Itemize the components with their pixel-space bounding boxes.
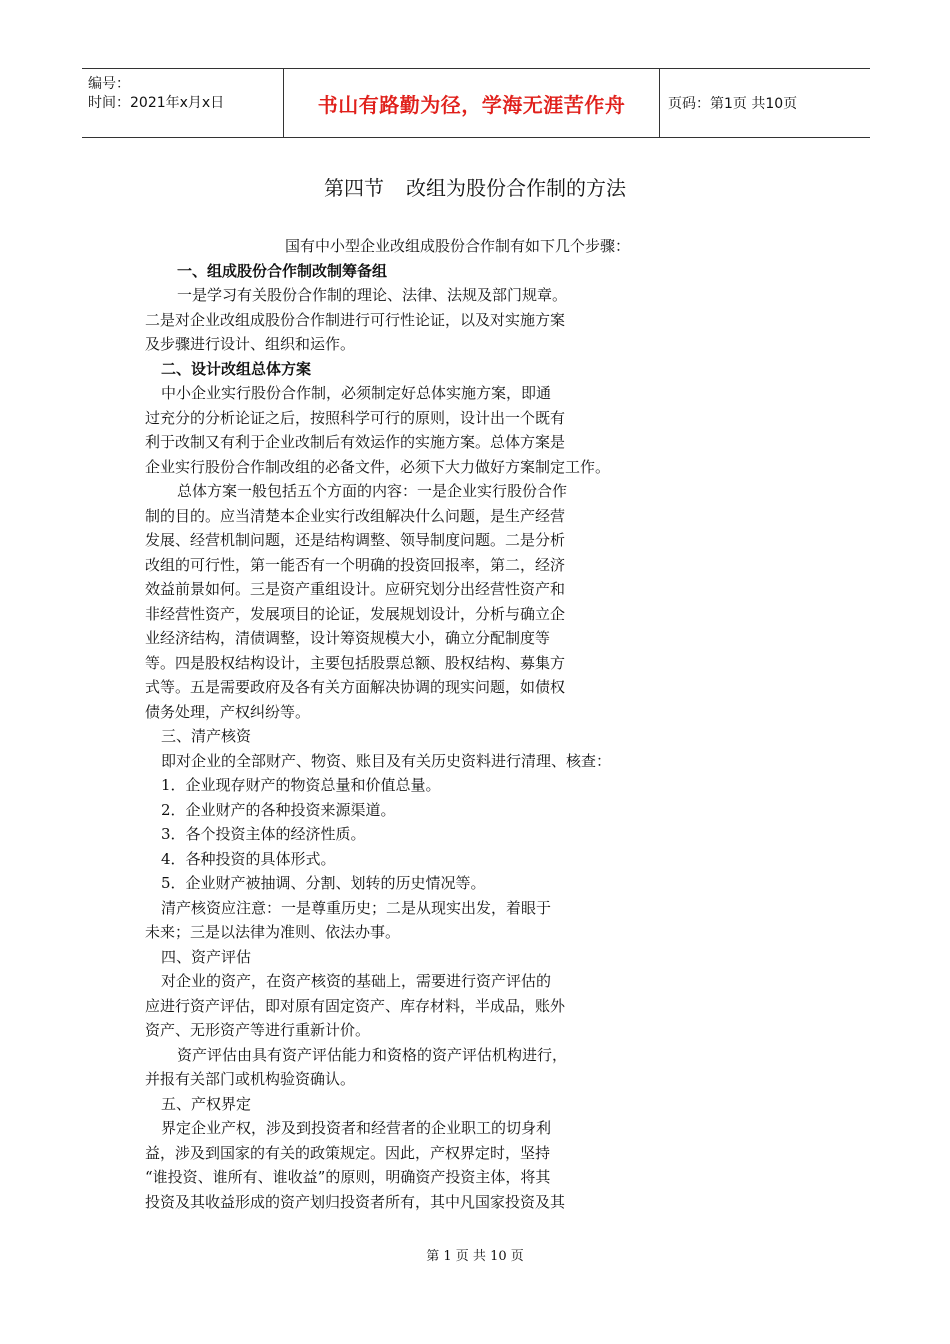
body-text-line: 企业实行股份合作制改组的必备文件，必须下大力做好方案制定工作。 <box>145 457 611 476</box>
body-text-line: 一是学习有关股份合作制的理论、法律、法规及部门规章。 <box>177 286 568 304</box>
body-text-line: 中小企业实行股份合作制，必须制定好总体实施方案，即通 <box>161 384 552 402</box>
footer-total-pages: 10 <box>490 1249 507 1264</box>
footer-mid: 页 共 <box>455 1249 486 1264</box>
body-text-line: 应进行资产评估，即对原有固定资产、库存材料，半成品，账外 <box>145 996 566 1015</box>
page-footer <box>0 1245 950 1264</box>
header-page-label: 页码：第1页 共10页 <box>668 96 798 112</box>
page-header <box>82 68 870 138</box>
body-text-line: 清产核资应注意：一是尊重历史；二是从现实出发，着眼于 <box>161 898 552 917</box>
header-motto: 书山有路勤为径，学海无涯苦作舟 <box>283 69 660 137</box>
document-date-label: 时间：2021年x月x日 <box>88 95 225 111</box>
body-text-line: 资产评估由具有资产评估能力和资格的资产评估机构进行， <box>177 1045 568 1064</box>
body-text-line: 二是对企业改组成股份合作制进行可行性论证，以及对实施方案 <box>145 310 566 329</box>
body-text-line: 业经济结构，清债调整，设计筹资规模大小，确立分配制度等 <box>145 629 551 647</box>
body-text-line: 等。四是股权结构设计，主要包括股票总额、股权结构、募集方 <box>145 653 566 672</box>
section-subheading: 一、组成股份合作制改制筹备组 <box>177 261 388 280</box>
body-text-line: 益，涉及到国家的有关的政策规定。因此，产权界定时，坚持 <box>145 1143 551 1162</box>
body-text-line: 2．企业财产的各种投资来源渠道。 <box>161 800 396 819</box>
body-text-line: 三、清产核资 <box>161 727 252 745</box>
body-text-line: 资产、无形资产等进行重新计价。 <box>145 1021 371 1039</box>
section-number: 第四节 <box>324 176 384 200</box>
body-text-line: 效益前景如何。三是资产重组设计。应研究划分出经营性资产和 <box>145 580 566 598</box>
body-text-line: 及步骤进行设计、组织和运作。 <box>145 335 356 353</box>
body-text-line: 利于改制又有利于企业改制后有效运作的实施方案。总体方案是 <box>145 433 566 451</box>
body-text-line: 改组的可行性，第一能否有一个明确的投资回报率，第二，经济 <box>145 555 566 574</box>
body-text-line: 国有中小型企业改组成股份合作制有如下几个步骤： <box>285 237 631 255</box>
body-text-line: 即对企业的全部财产、物资、账目及有关历史资料进行清理、核查： <box>161 751 612 770</box>
header-left-cell <box>82 69 283 137</box>
section-subheading: 二、设计改组总体方案 <box>161 359 312 378</box>
body-text-line: 3．各个投资主体的经济性质。 <box>161 825 366 843</box>
body-text-line: 4．各种投资的具体形式。 <box>161 849 336 868</box>
body-text-line: “谁投资、谁所有、谁收益”的原则，明确资产投资主体，将其 <box>145 1168 551 1186</box>
body-text-line: 投资及其收益形成的资产划归投资者所有，其中凡国家投资及其 <box>145 1192 566 1211</box>
document-number-label: 编号： <box>88 76 130 92</box>
body-text-line: 对企业的资产，在资产核资的基础上，需要进行资产评估的 <box>161 972 552 990</box>
footer-page-number: 1 <box>443 1249 452 1264</box>
body-text-line: 式等。五是需要政府及各有关方面解决协调的现实问题，如债权 <box>145 678 566 696</box>
section-title <box>0 172 950 201</box>
body-text-line: 五、产权界定 <box>161 1094 252 1113</box>
section-heading: 改组为股份合作制的方法 <box>406 176 626 200</box>
body-text-line: 债务处理，产权纠纷等。 <box>145 702 311 721</box>
footer-prefix: 第 <box>426 1249 440 1264</box>
body-text-line: 并报有关部门或机构验资确认。 <box>145 1070 356 1088</box>
body-text-line: 5．企业财产被抽调、分割、划转的历史情况等。 <box>161 874 486 892</box>
footer-suffix: 页 <box>510 1249 524 1264</box>
body-text-line: 1．企业现存财产的物资总量和价值总量。 <box>161 776 441 794</box>
document-body <box>145 234 665 1214</box>
body-text-line: 未来；三是以法律为准则、依法办事。 <box>145 923 401 941</box>
body-text-line: 界定企业产权，涉及到投资者和经营者的企业职工的切身利 <box>161 1119 552 1137</box>
body-text-line: 发展、经营机制问题，还是结构调整、领导制度问题。二是分析 <box>145 531 566 549</box>
body-text-line: 总体方案一般包括五个方面的内容：一是企业实行股份合作 <box>177 482 568 500</box>
body-text-line: 四、资产评估 <box>161 947 252 966</box>
body-text-line: 非经营性资产，发展项目的论证，发展规划设计，分析与确立企 <box>145 604 566 623</box>
body-text-line: 过充分的分析论证之后，按照科学可行的原则，设计出一个既有 <box>145 408 566 427</box>
body-text-line: 制的目的。应当清楚本企业实行改组解决什么问题，是生产经营 <box>145 506 566 525</box>
